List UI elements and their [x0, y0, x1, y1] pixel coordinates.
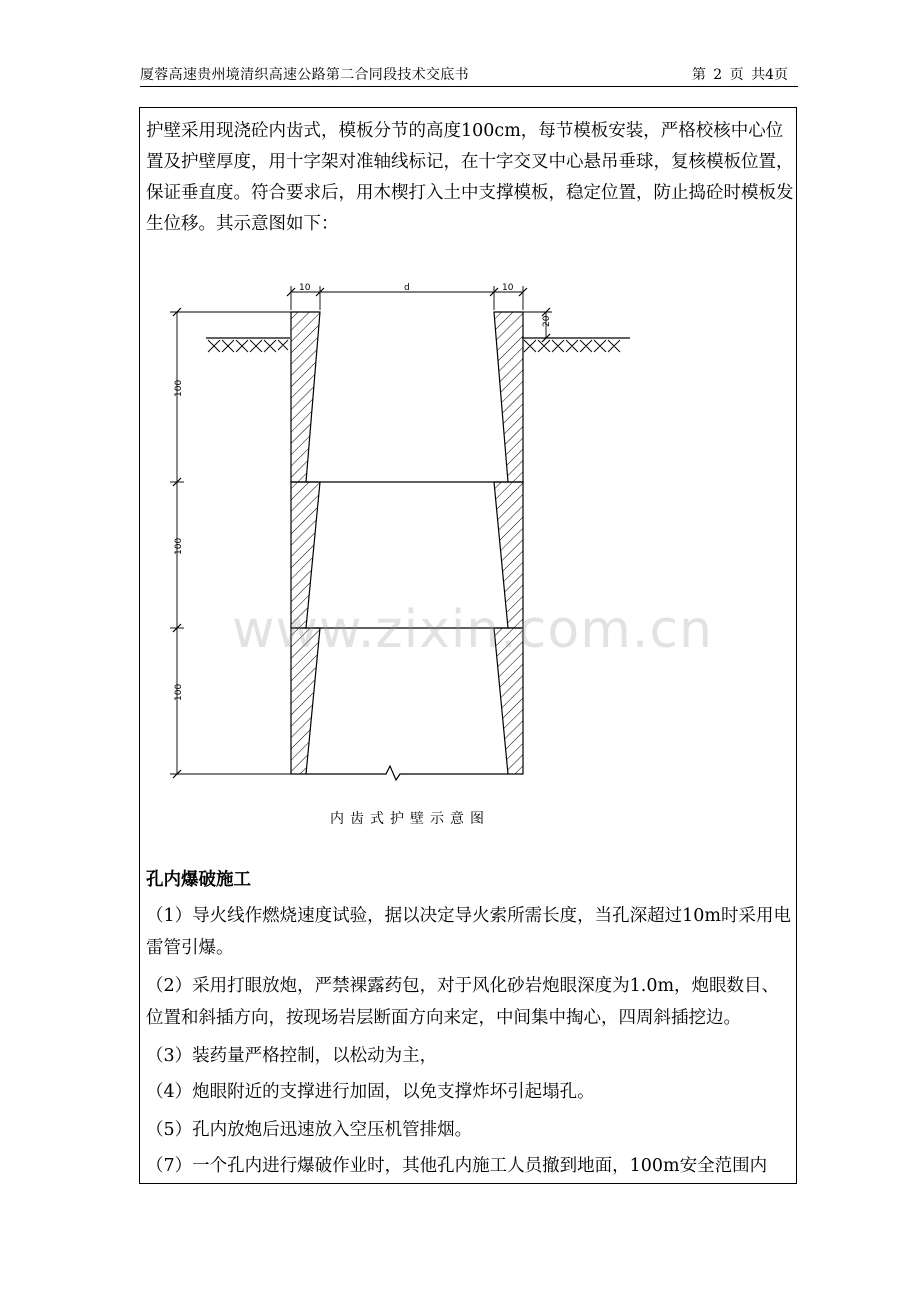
dim-section-2-label: 100: [174, 537, 184, 555]
dim-section-3-label: 100: [174, 683, 184, 701]
list-item-5: （5）孔内放炮后迅速放入空压机管排烟。: [146, 1120, 473, 1140]
wall-left: [291, 312, 320, 774]
dim-top-left-label: 10: [299, 283, 311, 293]
watermark: www.zixin.com.cn: [232, 600, 713, 660]
page-number: 第 2 页 共4页: [691, 67, 788, 83]
list-item-3: （3）装药量严格控制，以松动为主，: [146, 1046, 438, 1066]
dim-section-1-label: 100: [174, 379, 184, 397]
document-title: 厦蓉高速贵州境清织高速公路第二合同段技术交底书: [140, 67, 469, 83]
dim-top-right-label: 10: [502, 283, 514, 293]
diagram-caption: 内齿式护壁示意图: [330, 811, 490, 827]
dim-top-center-label: d: [404, 283, 410, 293]
header-divider: [140, 86, 798, 87]
list-item-1: （1）导火线作燃烧速度试验，据以决定导火索所需长度，当孔深超过10m时采用电雷管引爆。: [146, 906, 791, 958]
section-heading: 孔内爆破施工: [146, 870, 251, 890]
left-dimension-line: [170, 308, 306, 778]
list-item-2: （2）采用打眼放炮，严禁裸露药包，对于风化砂岩炮眼深度为1.0m，炮眼数目、位置和斜插方向，按现场岩层断面方向来定，中间集中掏心，四周斜插挖边。: [146, 976, 780, 1028]
intro-paragraph: 护壁采用现浇砼内齿式，模板分节的高度100cm，每节模板安装，严格校核中心位置及护壁厚度，用十字架对准轴线标记，在十字交叉中心悬吊垂球，复核模板位置，保证垂直度。符合要求后，用木楔打入土中支撑模板，稳定位置，防止捣砼时模板发生位移。其示意图如下：: [146, 121, 794, 234]
ground-right: [522, 338, 630, 352]
page-header: [140, 64, 798, 86]
list-item-7: （7）一个孔内进行爆破作业时，其他孔内施工人员撤到地面，100m安全范围内: [146, 1156, 768, 1176]
dim-right-label: 20: [542, 315, 552, 327]
retaining-wall-diagram: [160, 280, 640, 800]
ground-left: [206, 338, 290, 352]
list-item-4: （4）炮眼附近的支撑进行加固，以免支撑炸坏引起塌孔。: [146, 1082, 595, 1102]
wall-right: [494, 312, 523, 774]
break-line: [306, 766, 508, 780]
